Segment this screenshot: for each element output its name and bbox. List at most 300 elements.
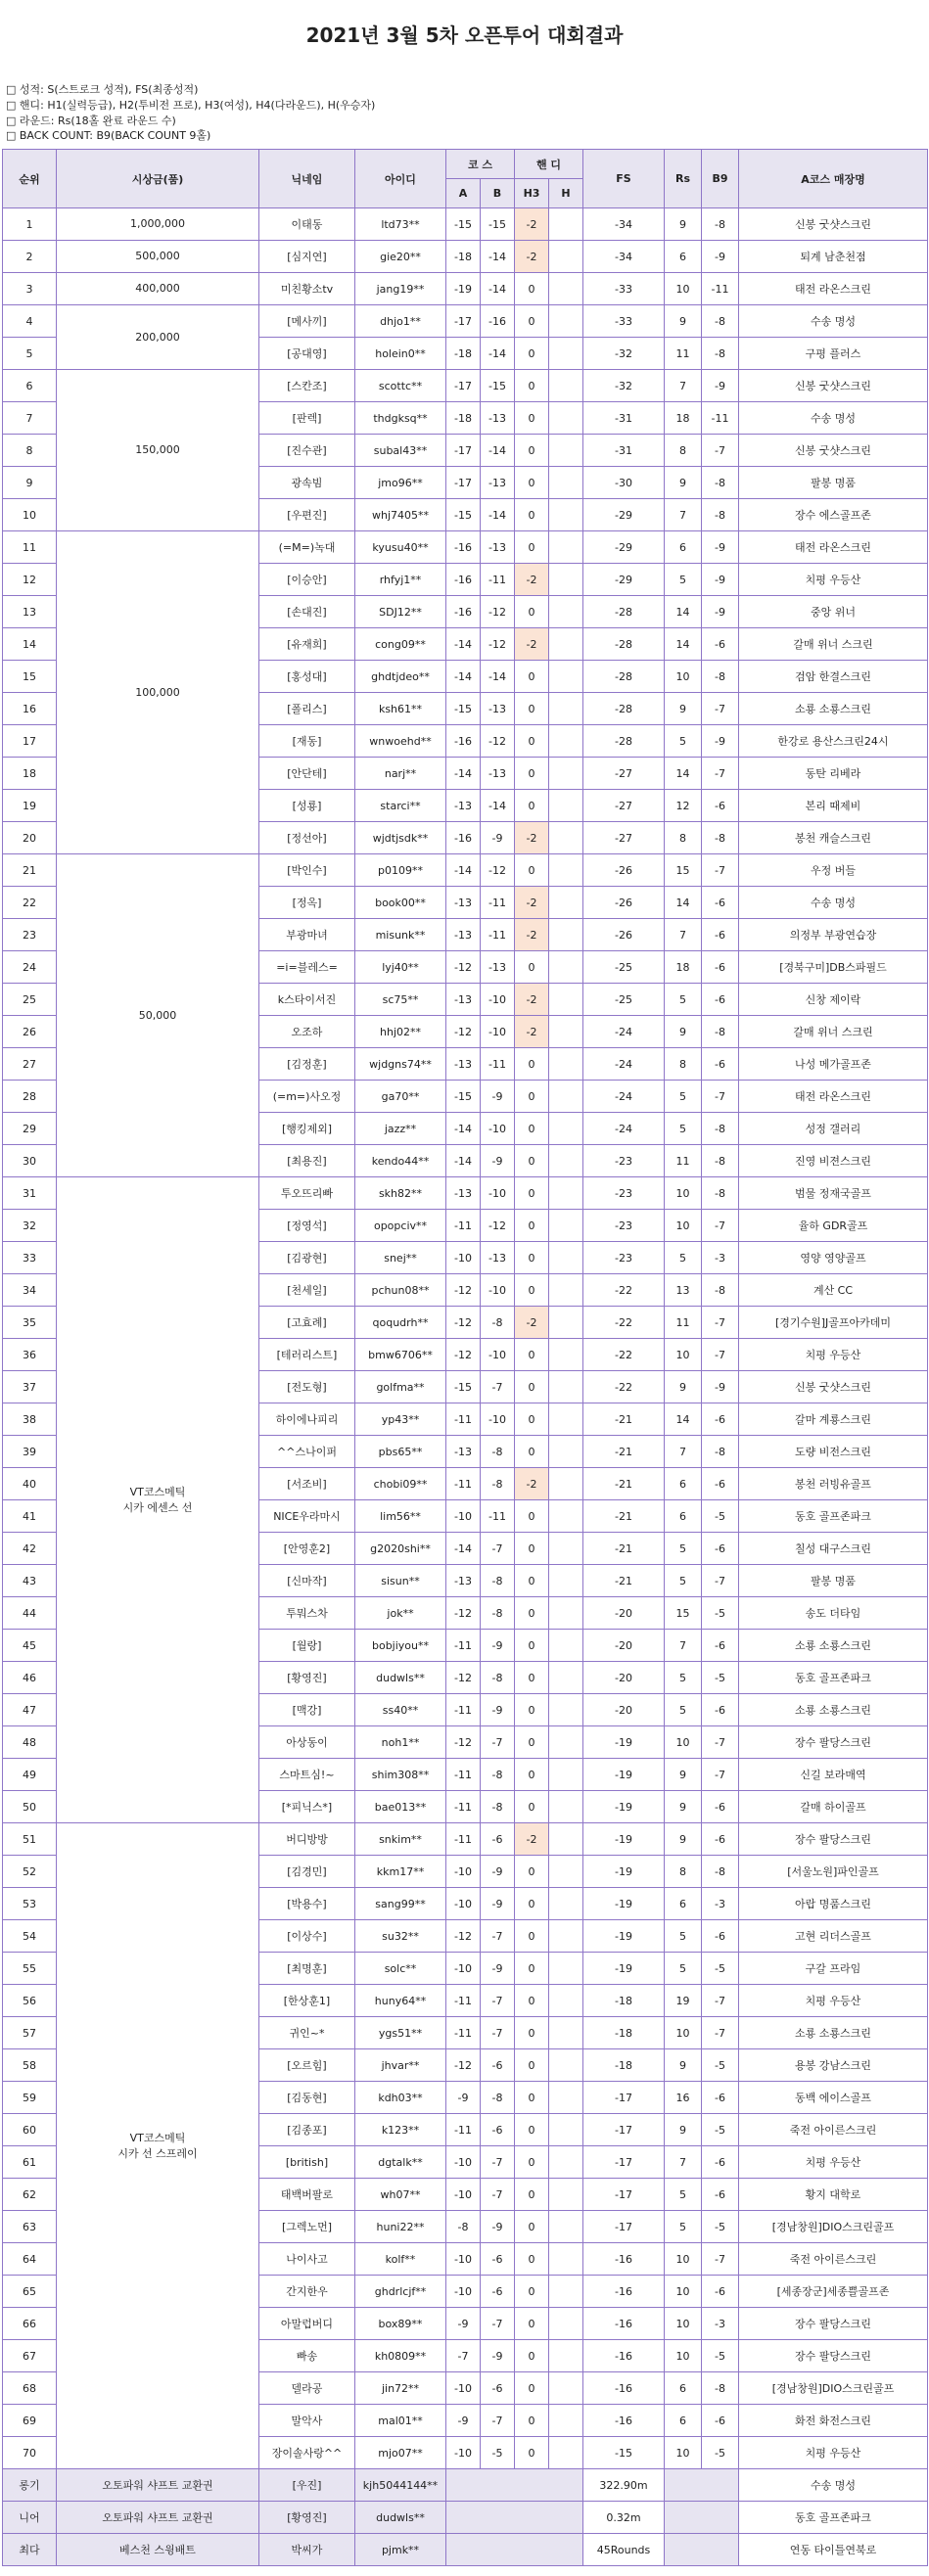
b9-cell: -8 <box>702 1856 739 1888</box>
nickname-cell: [맥강] <box>259 1694 355 1726</box>
h-cell <box>549 1597 583 1630</box>
course-a-cell: -13 <box>446 919 481 951</box>
course-a-cell: -11 <box>446 1694 481 1726</box>
id-cell: lyj40** <box>355 951 446 984</box>
course-a-cell: -11 <box>446 2017 481 2049</box>
rs-cell: 10 <box>665 1339 702 1371</box>
b9-cell: -6 <box>702 984 739 1016</box>
nickname-cell: 말악사 <box>259 2405 355 2437</box>
h-cell <box>549 854 583 887</box>
id-cell: sisun** <box>355 1565 446 1597</box>
rs-cell: 5 <box>665 1662 702 1694</box>
rank-cell: 1 <box>3 208 57 241</box>
id-cell: wjdgns74** <box>355 1048 446 1081</box>
id-cell: book00** <box>355 887 446 919</box>
course-a-cell: -17 <box>446 370 481 402</box>
id-cell: thdgksq** <box>355 402 446 435</box>
id-cell: hhj02** <box>355 1016 446 1048</box>
store-cell: 신봉 굿샷스크린 <box>739 1371 928 1403</box>
rs-cell: 6 <box>665 2372 702 2405</box>
store-cell: [경남창원]DIO스크린골프 <box>739 2211 928 2243</box>
h3-cell: 0 <box>515 2340 549 2372</box>
rs-cell: 15 <box>665 1597 702 1630</box>
id-cell: noh1** <box>355 1726 446 1759</box>
h3-cell: 0 <box>515 1953 549 1985</box>
h3-cell: -2 <box>515 887 549 919</box>
header-course-a: A <box>446 179 481 208</box>
b9-cell: -6 <box>702 2146 739 2179</box>
id-cell: kdh03** <box>355 2082 446 2114</box>
rs-cell: 6 <box>665 1468 702 1500</box>
course-b-cell: -10 <box>481 1016 515 1048</box>
nickname-cell: [진수관] <box>259 435 355 467</box>
b9-cell: -9 <box>702 370 739 402</box>
h3-cell: 0 <box>515 2372 549 2405</box>
h-cell <box>549 467 583 499</box>
store-cell: 용봉 강남스크린 <box>739 2049 928 2082</box>
nickname-cell: [김정훈] <box>259 1048 355 1081</box>
b9-cell: -6 <box>702 2405 739 2437</box>
store-cell: 팔봉 명품 <box>739 467 928 499</box>
table-row <box>3 531 928 564</box>
h3-cell: 0 <box>515 1242 549 1274</box>
rs-cell: 5 <box>665 984 702 1016</box>
award-prize-cell: 베스천 스윙배트 <box>57 2534 259 2566</box>
rs-cell: 5 <box>665 1533 702 1565</box>
prize-cell <box>57 208 259 241</box>
h-cell <box>549 1500 583 1533</box>
fs-cell: -32 <box>583 338 665 370</box>
award-blank-cell <box>446 2469 583 2502</box>
fs-cell: -28 <box>583 693 665 725</box>
table-row <box>3 1823 928 1856</box>
h3-cell: 0 <box>515 305 549 338</box>
h-cell <box>549 305 583 338</box>
course-b-cell: -9 <box>481 2340 515 2372</box>
store-cell: 치평 우등산 <box>739 1985 928 2017</box>
b9-cell: -6 <box>702 790 739 822</box>
prize-label-line: VT코스메틱 <box>129 2131 186 2144</box>
id-cell: kh0809** <box>355 2340 446 2372</box>
b9-cell: -11 <box>702 402 739 435</box>
nickname-cell: [서조비] <box>259 1468 355 1500</box>
nickname-cell: [우편진] <box>259 499 355 531</box>
b9-cell: -6 <box>702 1791 739 1823</box>
nickname-cell: [김광현] <box>259 1242 355 1274</box>
h-cell <box>549 2308 583 2340</box>
rank-cell: 15 <box>3 661 57 693</box>
fs-cell: -16 <box>583 2276 665 2308</box>
fs-cell: -19 <box>583 1856 665 1888</box>
course-b-cell: -9 <box>481 1081 515 1113</box>
h-cell <box>549 273 583 305</box>
rs-cell: 5 <box>665 1081 702 1113</box>
course-a-cell: -16 <box>446 531 481 564</box>
course-a-cell: -14 <box>446 1145 481 1177</box>
h-cell <box>549 1953 583 1985</box>
b9-cell: -6 <box>702 1920 739 1953</box>
course-b-cell: -14 <box>481 273 515 305</box>
b9-cell: -5 <box>702 1953 739 1985</box>
rs-cell: 9 <box>665 305 702 338</box>
b9-cell: -6 <box>702 2082 739 2114</box>
rank-cell: 49 <box>3 1759 57 1791</box>
course-a-cell: -10 <box>446 1856 481 1888</box>
fs-cell: -16 <box>583 2372 665 2405</box>
nickname-cell: [폴리스] <box>259 693 355 725</box>
fs-cell: -22 <box>583 1307 665 1339</box>
b9-cell: -8 <box>702 1145 739 1177</box>
course-b-cell: -12 <box>481 596 515 628</box>
course-a-cell: -12 <box>446 1016 481 1048</box>
course-a-cell: -9 <box>446 2308 481 2340</box>
store-cell: [서울노원]파인골프 <box>739 1856 928 1888</box>
course-b-cell: -14 <box>481 241 515 273</box>
id-cell: jhvar** <box>355 2049 446 2082</box>
nickname-cell: [고효례] <box>259 1307 355 1339</box>
rs-cell: 5 <box>665 2179 702 2211</box>
course-b-cell: -11 <box>481 1048 515 1081</box>
fs-cell: -33 <box>583 305 665 338</box>
course-b-cell: -10 <box>481 1113 515 1145</box>
id-cell: jang19** <box>355 273 446 305</box>
prize-cell <box>57 854 259 1177</box>
nickname-cell: 광속빔 <box>259 467 355 499</box>
fs-cell: -34 <box>583 241 665 273</box>
award-record-cell: 322.90m <box>583 2469 665 2502</box>
fs-cell: -23 <box>583 1145 665 1177</box>
store-cell: 계산 CC <box>739 1274 928 1307</box>
h-cell <box>549 1630 583 1662</box>
rs-cell: 10 <box>665 2308 702 2340</box>
course-b-cell: -11 <box>481 887 515 919</box>
store-cell: 성정 갤러리 <box>739 1113 928 1145</box>
rs-cell: 10 <box>665 2437 702 2469</box>
h-cell <box>549 1726 583 1759</box>
fs-cell: -17 <box>583 2211 665 2243</box>
b9-cell: -6 <box>702 2276 739 2308</box>
rank-cell: 61 <box>3 2146 57 2179</box>
rank-cell: 66 <box>3 2308 57 2340</box>
id-cell: huni22** <box>355 2211 446 2243</box>
h-cell <box>549 564 583 596</box>
h-cell <box>549 822 583 854</box>
prize-label-line: 500,000 <box>135 250 180 262</box>
rank-cell: 6 <box>3 370 57 402</box>
nickname-cell: 태백버팔로 <box>259 2179 355 2211</box>
rs-cell: 5 <box>665 564 702 596</box>
rank-cell: 37 <box>3 1371 57 1403</box>
fs-cell: -17 <box>583 2114 665 2146</box>
id-cell: huny64** <box>355 1985 446 2017</box>
id-cell: sc75** <box>355 984 446 1016</box>
course-a-cell: -13 <box>446 1565 481 1597</box>
h3-cell: 0 <box>515 596 549 628</box>
b9-cell: -6 <box>702 951 739 984</box>
store-cell: 아랍 명품스크린 <box>739 1888 928 1920</box>
rs-cell: 14 <box>665 1403 702 1436</box>
fs-cell: -27 <box>583 790 665 822</box>
h3-cell: 0 <box>515 1113 549 1145</box>
rank-cell: 21 <box>3 854 57 887</box>
h-cell <box>549 1759 583 1791</box>
course-a-cell: -16 <box>446 596 481 628</box>
course-b-cell: -10 <box>481 1339 515 1371</box>
fs-cell: -21 <box>583 1500 665 1533</box>
store-cell: 우정 버들 <box>739 854 928 887</box>
b9-cell: -7 <box>702 1339 739 1371</box>
h-cell <box>549 919 583 951</box>
course-b-cell: -13 <box>481 693 515 725</box>
course-b-cell: -8 <box>481 1759 515 1791</box>
h-cell <box>549 2114 583 2146</box>
h3-cell: 0 <box>515 1694 549 1726</box>
rank-cell: 34 <box>3 1274 57 1307</box>
nickname-cell: 아상동이 <box>259 1726 355 1759</box>
h-cell <box>549 1113 583 1145</box>
h-cell <box>549 1371 583 1403</box>
id-cell: dgtalk** <box>355 2146 446 2179</box>
fs-cell: -18 <box>583 2017 665 2049</box>
course-a-cell: -13 <box>446 790 481 822</box>
b9-cell: -8 <box>702 467 739 499</box>
b9-cell: -8 <box>702 822 739 854</box>
nickname-cell: [손대진] <box>259 596 355 628</box>
b9-cell: -9 <box>702 725 739 758</box>
rs-cell: 7 <box>665 1436 702 1468</box>
h3-cell: -2 <box>515 1468 549 1500</box>
course-a-cell: -14 <box>446 854 481 887</box>
fs-cell: -25 <box>583 984 665 1016</box>
nickname-cell: 나이사고 <box>259 2243 355 2276</box>
store-cell: 한강로 용산스크린24시 <box>739 725 928 758</box>
course-a-cell: -16 <box>446 564 481 596</box>
store-cell: 황지 대학로 <box>739 2179 928 2211</box>
id-cell: scottc** <box>355 370 446 402</box>
h-cell <box>549 693 583 725</box>
b9-cell: -8 <box>702 338 739 370</box>
h-cell <box>549 1210 583 1242</box>
nickname-cell: [british] <box>259 2146 355 2179</box>
h-cell <box>549 1016 583 1048</box>
rs-cell: 6 <box>665 531 702 564</box>
id-cell: p0109** <box>355 854 446 887</box>
nickname-cell: [한상훈1] <box>259 1985 355 2017</box>
nickname-cell: [성룡] <box>259 790 355 822</box>
h3-cell: 0 <box>515 2276 549 2308</box>
h3-cell: 0 <box>515 370 549 402</box>
h-cell <box>549 1242 583 1274</box>
b9-cell: -8 <box>702 208 739 241</box>
store-cell: 장수 에스골프존 <box>739 499 928 531</box>
nickname-cell: [테러리스트] <box>259 1339 355 1371</box>
rank-cell: 51 <box>3 1823 57 1856</box>
h3-cell: 0 <box>515 531 549 564</box>
id-cell: k123** <box>355 2114 446 2146</box>
store-cell: 태전 라온스크린 <box>739 1081 928 1113</box>
h3-cell: -2 <box>515 919 549 951</box>
id-cell: misunk** <box>355 919 446 951</box>
rank-cell: 23 <box>3 919 57 951</box>
award-nickname-cell: 박씨가 <box>259 2534 355 2566</box>
fs-cell: -23 <box>583 1177 665 1210</box>
results-body <box>3 208 928 2469</box>
store-cell: 수송 명성 <box>739 305 928 338</box>
id-cell: ss40** <box>355 1694 446 1726</box>
store-cell: 신봉 굿샷스크린 <box>739 208 928 241</box>
prize-label-line: 400,000 <box>135 282 180 295</box>
course-a-cell: -10 <box>446 2372 481 2405</box>
fs-cell: -17 <box>583 2082 665 2114</box>
prize-cell <box>57 1823 259 2469</box>
fs-cell: -20 <box>583 1597 665 1630</box>
h-cell <box>549 2340 583 2372</box>
id-cell: kolf** <box>355 2243 446 2276</box>
rs-cell: 11 <box>665 1145 702 1177</box>
prize-label-line: 50,000 <box>138 1008 177 1022</box>
store-cell: 치평 우등산 <box>739 2146 928 2179</box>
header-course-b: B <box>481 179 515 208</box>
store-cell: 태전 라온스크린 <box>739 273 928 305</box>
fs-cell: -25 <box>583 951 665 984</box>
rs-cell: 14 <box>665 758 702 790</box>
h-cell <box>549 2049 583 2082</box>
rs-cell: 9 <box>665 1016 702 1048</box>
course-b-cell: -7 <box>481 1533 515 1565</box>
nickname-cell: 장이솔사랑^^ <box>259 2437 355 2469</box>
fs-cell: -16 <box>583 2308 665 2340</box>
course-b-cell: -13 <box>481 467 515 499</box>
nickname-cell: 빠송 <box>259 2340 355 2372</box>
course-b-cell: -16 <box>481 305 515 338</box>
special-award-row <box>3 2534 928 2566</box>
b9-cell: -9 <box>702 241 739 273</box>
rs-cell: 11 <box>665 1307 702 1339</box>
course-b-cell: -11 <box>481 919 515 951</box>
course-b-cell: -6 <box>481 2243 515 2276</box>
rs-cell: 5 <box>665 1920 702 1953</box>
h-cell <box>549 1081 583 1113</box>
h-cell <box>549 1920 583 1953</box>
store-cell: 신봉 굿샷스크린 <box>739 370 928 402</box>
course-b-cell: -9 <box>481 1145 515 1177</box>
h3-cell: 0 <box>515 499 549 531</box>
rank-cell: 39 <box>3 1436 57 1468</box>
store-cell: 치평 우등산 <box>739 564 928 596</box>
rank-cell: 56 <box>3 1985 57 2017</box>
h-cell <box>549 2372 583 2405</box>
rank-cell: 3 <box>3 273 57 305</box>
course-a-cell: -13 <box>446 1048 481 1081</box>
rs-cell: 7 <box>665 499 702 531</box>
course-b-cell: -12 <box>481 854 515 887</box>
b9-cell: -8 <box>702 661 739 693</box>
b9-cell: -5 <box>702 2211 739 2243</box>
award-blank-cell <box>665 2469 739 2502</box>
id-cell: qoqudrh** <box>355 1307 446 1339</box>
h-cell <box>549 596 583 628</box>
rank-cell: 48 <box>3 1726 57 1759</box>
b9-cell: -7 <box>702 1726 739 1759</box>
rank-cell: 68 <box>3 2372 57 2405</box>
b9-cell: -9 <box>702 564 739 596</box>
b9-cell: -7 <box>702 1210 739 1242</box>
h3-cell: 0 <box>515 1791 549 1823</box>
store-cell: 범물 정재국골프 <box>739 1177 928 1210</box>
nickname-cell: [메사끼] <box>259 305 355 338</box>
course-b-cell: -6 <box>481 1823 515 1856</box>
fs-cell: -18 <box>583 2049 665 2082</box>
rank-cell: 53 <box>3 1888 57 1920</box>
award-id-cell: dudwls** <box>355 2502 446 2534</box>
nickname-cell: [정선아] <box>259 822 355 854</box>
fs-cell: -21 <box>583 1436 665 1468</box>
store-cell: 진영 비젼스크린 <box>739 1145 928 1177</box>
b9-cell: -7 <box>702 2243 739 2276</box>
prize-label-line: VT코스메틱 <box>129 1485 186 1498</box>
fs-cell: -29 <box>583 564 665 596</box>
fs-cell: -22 <box>583 1371 665 1403</box>
rs-cell: 10 <box>665 1210 702 1242</box>
course-b-cell: -9 <box>481 1694 515 1726</box>
h-cell <box>549 2243 583 2276</box>
rank-cell: 17 <box>3 725 57 758</box>
rs-cell: 9 <box>665 1823 702 1856</box>
rank-cell: 60 <box>3 2114 57 2146</box>
nickname-cell: [김동현] <box>259 2082 355 2114</box>
course-b-cell: -13 <box>481 951 515 984</box>
course-b-cell: -14 <box>481 435 515 467</box>
rank-cell: 62 <box>3 2179 57 2211</box>
id-cell: su32** <box>355 1920 446 1953</box>
id-cell: jmo96** <box>355 467 446 499</box>
store-cell: 영양 영양골프 <box>739 1242 928 1274</box>
h3-cell: 0 <box>515 1500 549 1533</box>
prize-label-line: 1,000,000 <box>130 217 185 230</box>
h3-cell: -2 <box>515 984 549 1016</box>
nickname-cell: 간지한우 <box>259 2276 355 2308</box>
course-a-cell: -15 <box>446 208 481 241</box>
course-a-cell: -11 <box>446 1468 481 1500</box>
b9-cell: -8 <box>702 1436 739 1468</box>
b9-cell: -6 <box>702 919 739 951</box>
rs-cell: 10 <box>665 2276 702 2308</box>
nickname-cell: [김종포] <box>259 2114 355 2146</box>
course-a-cell: -10 <box>446 2146 481 2179</box>
rank-cell: 14 <box>3 628 57 661</box>
course-b-cell: -9 <box>481 1953 515 1985</box>
nickname-cell: NICE우라마시 <box>259 1500 355 1533</box>
h-cell <box>549 725 583 758</box>
rs-cell: 16 <box>665 2082 702 2114</box>
rank-cell: 47 <box>3 1694 57 1726</box>
nickname-cell: 아말럽버디 <box>259 2308 355 2340</box>
rs-cell: 10 <box>665 1177 702 1210</box>
h3-cell: 0 <box>515 402 549 435</box>
fs-cell: -27 <box>583 822 665 854</box>
fs-cell: -24 <box>583 1016 665 1048</box>
course-b-cell: -15 <box>481 370 515 402</box>
id-cell: subal43** <box>355 435 446 467</box>
course-a-cell: -13 <box>446 984 481 1016</box>
h-cell <box>549 402 583 435</box>
b9-cell: -5 <box>702 2114 739 2146</box>
h-cell <box>549 1307 583 1339</box>
h3-cell: 0 <box>515 1533 549 1565</box>
b9-cell: -7 <box>702 1307 739 1339</box>
store-cell: 소룡 소룡스크린 <box>739 1694 928 1726</box>
b9-cell: -8 <box>702 1113 739 1145</box>
